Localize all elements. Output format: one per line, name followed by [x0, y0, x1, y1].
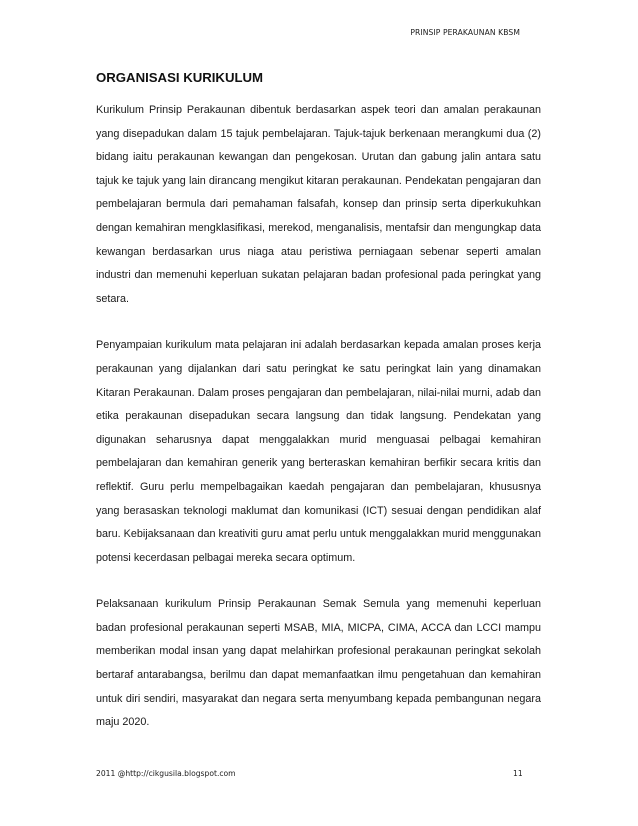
- footer-source: 2011 @http://cikgusila.blogspot.com: [96, 769, 236, 778]
- section-heading: ORGANISASI KURIKULUM: [96, 70, 264, 85]
- paragraph-1: Kurikulum Prinsip Perakaunan dibentuk berdasarkan aspek teori dan amalan perakaunan yang disepadukan dalam 15 tajuk pembelajaran. Tajuk-tajuk berkenaan merangkumi dua (2) bidang iaitu perakaunan kewangan dan pengekosan. Urutan dan gabung jalin antara satu tajuk ke tajuk yang lain dirancang mengikut kitaran perakaunan. Pendekatan pengajaran dan pembelajaran bermula dari pemahaman falsafah, konsep dan prinsip serta diperkukuhkan dengan kemahiran mengklasifikasi, merekod, menganalisis, mentafsir dan mengungkap data kewangan berdasarkan urus niaga atau peristiwa perniagaan sebenar seperti amalan industri dan memenuhi keperluan sukatan pelajaran badan profesional pada peringkat yang setara.: [96, 104, 541, 305]
- page-number: 11: [513, 769, 523, 778]
- paragraph-3: Pelaksanaan kurikulum Prinsip Perakaunan Semak Semula yang memenuhi keperluan badan profesional perakaunan seperti MSAB, MIA, MICPA, CIMA, ACCA dan LCCI mampu memberikan modal insan yang dapat melahirkan profesional perakaunan peringkat sekolah bertaraf antarabangsa, berilmu dan dapat memanfaatkan ilmu pengetahuan dan kemahiran untuk diri sendiri, masyarakat dan negara serta menyumbang kepada pembangunan negara maju 2020.: [96, 598, 541, 729]
- running-header: PRINSIP PERAKAUNAN KBSM: [410, 28, 520, 37]
- section-body: [96, 99, 541, 758]
- paragraph-2: Penyampaian kurikulum mata pelajaran ini adalah berdasarkan kepada amalan proses kerja perakaunan yang dijalankan dari satu peringkat ke satu peringkat lain yang dinamakan Kitaran Perakaunan. Dalam proses pengajaran dan pembelajaran, nilai-nilai murni, adab dan etika perakaunan disepadukan secara langsung dan tidak langsung. Pendekatan yang digunakan seharusnya dapat menggalakkan murid menguasai pelbagai kemahiran pembelajaran dan kemahiran generik yang berteraskan kemahiran berfikir secara kritis dan reflektif. Guru perlu mempelbagaikan kaedah pengajaran dan pembelajaran, khususnya yang berasaskan teknologi maklumat dan komunikasi (ICT) sesuai dengan pendidikan alaf baru. Kebijaksanaan dan kreativiti guru amat perlu untuk menggalakkan murid menggunakan potensi kecerdasan pelbagai mereka secara optimum.: [96, 339, 541, 564]
